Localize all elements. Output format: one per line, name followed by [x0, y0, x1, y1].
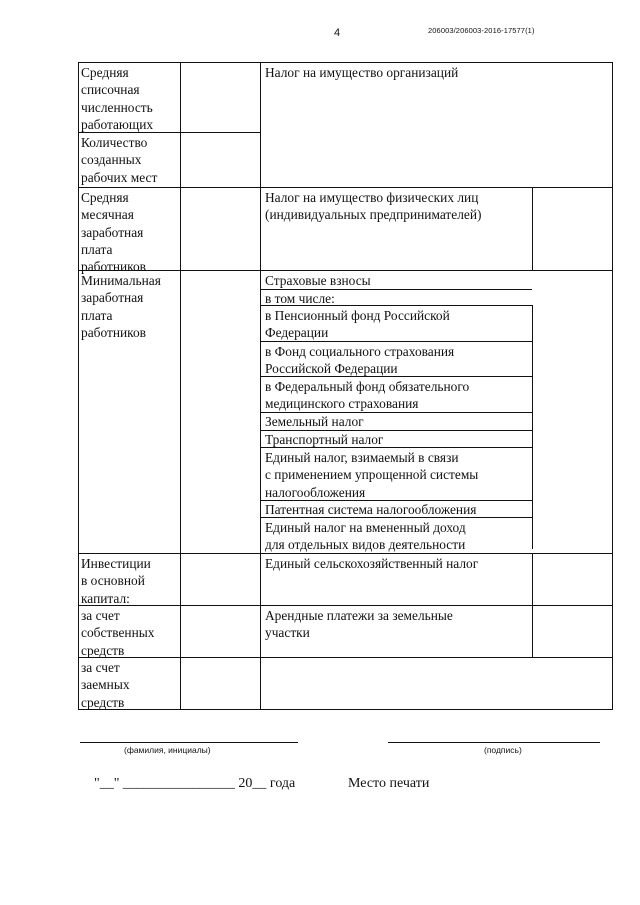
signature-caption: (подпись) — [484, 745, 522, 755]
date-line: "__" ________________ 20__ года — [94, 776, 296, 791]
indicator-line: средств — [81, 642, 125, 658]
tax-label — [265, 413, 364, 430]
indicator-line: за счет — [81, 660, 120, 675]
indicator-line: численность — [81, 99, 153, 115]
tax-line: в Фонд социального страхования — [265, 344, 455, 359]
tax-line: Страховые взносы — [265, 273, 371, 288]
indicator-line: работающих — [81, 116, 154, 132]
tax-label — [265, 555, 478, 572]
table-divider — [532, 305, 533, 549]
indicator-line: работников — [81, 324, 146, 340]
table-divider — [532, 553, 533, 605]
tax-line: Единый налог на вмененный доход — [265, 520, 466, 535]
indicator-line: работников — [81, 259, 146, 275]
document-id: 206003/206003-2016-17577(1) — [428, 26, 535, 35]
tax-line: в Пенсионный фонд Российской — [265, 308, 450, 323]
tax-line: Единый налог, взимаемый в связи — [265, 450, 459, 465]
tax-line: медицинского страхования — [265, 396, 419, 412]
indicator-label — [81, 64, 153, 133]
table-row-divider — [260, 187, 612, 188]
tax-line: (индивидуальных предпринимателей) — [265, 207, 482, 223]
tax-line: Патентная система налогообложения — [265, 502, 477, 517]
tax-line: участки — [265, 625, 310, 641]
stamp-label: Место печати — [348, 776, 430, 791]
indicator-line: заемных — [81, 677, 130, 693]
tax-line: Налог на имущество физических лиц — [265, 190, 479, 205]
tax-line: Федерации — [265, 325, 329, 341]
tax-line: налогообложения — [265, 484, 366, 500]
tax-line: Российской Федерации — [265, 361, 398, 377]
tax-line: с применением упрощенной системы — [265, 467, 479, 483]
table-row-divider — [78, 187, 260, 188]
tax-line: Транспортный налог — [265, 432, 384, 447]
tax-label — [265, 431, 383, 448]
indicator-line: Количество — [81, 135, 148, 150]
signature-line — [388, 742, 600, 743]
indicator-line: плата — [81, 241, 113, 257]
indicator-label — [81, 659, 130, 711]
indicator-line: в основной — [81, 573, 145, 589]
tax-line: Земельный налог — [265, 414, 364, 429]
table-border-right — [612, 62, 613, 709]
indicator-line: созданных — [81, 152, 142, 168]
tax-line: в том числе: — [265, 291, 335, 306]
indicator-line: списочная — [81, 82, 140, 98]
indicator-line: собственных — [81, 625, 155, 641]
tax-label — [265, 64, 458, 81]
tax-label — [265, 307, 450, 342]
tax-label — [265, 449, 478, 501]
indicator-line: месячная — [81, 207, 134, 223]
indicator-label — [81, 272, 161, 341]
indicator-label — [81, 607, 154, 659]
tax-line: Единый сельскохозяйственный налог — [265, 556, 479, 571]
table-divider — [180, 62, 181, 709]
indicator-label — [81, 555, 151, 607]
tax-label — [265, 378, 469, 413]
table-divider — [260, 62, 261, 709]
table-row-divider — [78, 553, 260, 554]
indicator-line: Средняя — [81, 65, 129, 80]
indicator-line: Средняя — [81, 190, 129, 205]
table-row-divider — [260, 657, 612, 658]
name-signature-line — [80, 742, 298, 743]
name-caption: (фамилия, инициалы) — [124, 745, 211, 755]
indicator-line: рабочих мест — [81, 169, 158, 185]
table-divider — [532, 187, 533, 270]
tax-line: Налог на имущество организаций — [265, 65, 459, 80]
page-number: 4 — [334, 27, 341, 39]
indicator-line: заработная — [81, 224, 144, 240]
tax-label — [265, 272, 371, 289]
indicator-line: средств — [81, 694, 125, 710]
indicator-label — [81, 189, 146, 275]
tax-label — [265, 519, 466, 554]
tax-label — [265, 189, 481, 224]
tax-line: в Федеральный фонд обязательного — [265, 379, 470, 394]
indicator-line: Инвестиции — [81, 556, 151, 571]
tax-label — [265, 501, 476, 518]
tax-label — [265, 290, 335, 307]
table-row-divider — [260, 270, 612, 271]
indicator-line: плата — [81, 307, 113, 323]
tax-line: для отдельных видов деятельности — [265, 537, 466, 553]
tax-label — [265, 607, 453, 642]
table-border-top — [78, 62, 613, 63]
table-border-left — [78, 62, 79, 709]
indicator-line: за счет — [81, 608, 120, 623]
indicator-line: капитал: — [81, 590, 130, 606]
indicator-label — [81, 134, 157, 186]
table-border-bottom — [78, 709, 613, 710]
indicator-line: Минимальная — [81, 273, 161, 288]
table-divider — [532, 605, 533, 657]
tax-line: Арендные платежи за земельные — [265, 608, 453, 623]
indicator-line: заработная — [81, 290, 144, 306]
tax-label — [265, 343, 454, 378]
table-row-divider — [260, 605, 612, 606]
